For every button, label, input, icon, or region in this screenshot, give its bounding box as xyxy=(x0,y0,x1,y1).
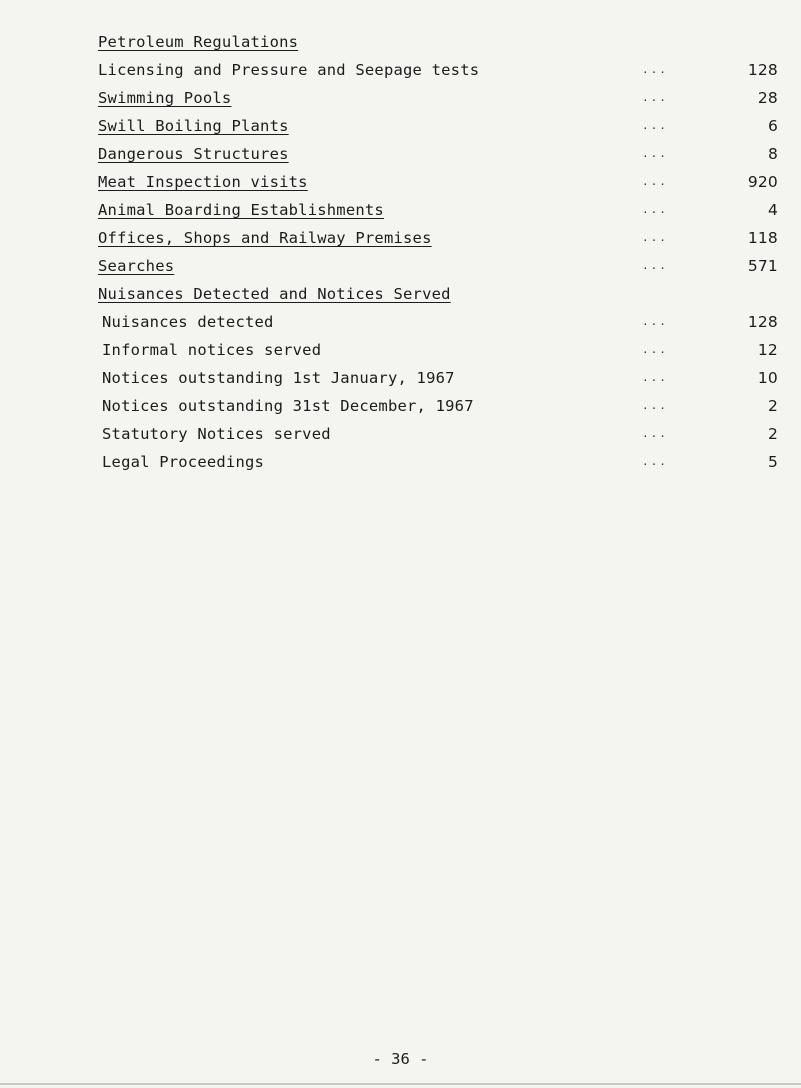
row-value: 2 xyxy=(767,425,778,443)
table-row xyxy=(98,117,778,139)
row-label: Animal Boarding Establishments xyxy=(98,201,384,219)
page-number: - 36 - xyxy=(372,1050,429,1068)
table-row xyxy=(98,173,778,195)
table-row xyxy=(98,453,778,475)
table-row xyxy=(98,341,778,363)
leader-dots: ... xyxy=(642,203,668,216)
row-value: 28 xyxy=(757,89,778,107)
row-value: 10 xyxy=(757,369,778,387)
leader-dots: ... xyxy=(642,63,668,76)
row-label: Searches xyxy=(98,257,175,275)
row-value: 2 xyxy=(767,397,778,415)
row-label: Meat Inspection visits xyxy=(98,173,308,191)
section-heading: Petroleum Regulations xyxy=(98,33,299,51)
row-value: 571 xyxy=(747,257,778,275)
leader-dots: ... xyxy=(642,231,668,244)
row-label: Statutory Notices served xyxy=(102,425,331,443)
table-row xyxy=(98,145,778,167)
row-label: Dangerous Structures xyxy=(98,145,289,163)
leader-dots: ... xyxy=(642,427,668,440)
row-label: Nuisances detected xyxy=(102,313,274,331)
leader-dots: ... xyxy=(642,315,668,328)
leader-dots: ... xyxy=(642,91,668,104)
row-label: Swill Boiling Plants xyxy=(98,117,289,135)
table-row xyxy=(98,425,778,447)
table-row xyxy=(98,89,778,111)
row-label: Licensing and Pressure and Seepage tests xyxy=(98,61,480,79)
row-value: 118 xyxy=(747,229,778,247)
leader-dots: ... xyxy=(642,455,668,468)
row-value: 8 xyxy=(767,145,778,163)
leader-dots: ... xyxy=(642,147,668,160)
table-row xyxy=(98,61,778,83)
leader-dots: ... xyxy=(642,371,668,384)
row-label: Notices outstanding 1st January, 1967 xyxy=(102,369,455,387)
table-row xyxy=(98,313,778,335)
row-label: Notices outstanding 31st December, 1967 xyxy=(102,397,474,415)
page-edge-divider xyxy=(0,1083,801,1085)
table-row xyxy=(98,369,778,391)
row-label: Swimming Pools xyxy=(98,89,232,107)
table-row xyxy=(98,397,778,419)
row-label: Legal Proceedings xyxy=(102,453,265,471)
row-value: 4 xyxy=(767,201,778,219)
row-value: 128 xyxy=(747,313,778,331)
row-label: Offices, Shops and Railway Premises xyxy=(98,229,432,247)
leader-dots: ... xyxy=(642,259,668,272)
subsection-label: Nuisances Detected and Notices Served xyxy=(98,285,451,303)
table-row xyxy=(98,201,778,223)
leader-dots: ... xyxy=(642,119,668,132)
leader-dots: ... xyxy=(642,175,668,188)
leader-dots: ... xyxy=(642,343,668,356)
table-row xyxy=(98,229,778,251)
row-value: 5 xyxy=(767,453,778,471)
table-row xyxy=(98,257,778,279)
row-value: 6 xyxy=(767,117,778,135)
row-value: 128 xyxy=(747,61,778,79)
row-label: Informal notices served xyxy=(102,341,322,359)
row-value: 920 xyxy=(747,173,778,191)
leader-dots: ... xyxy=(642,399,668,412)
row-value: 12 xyxy=(757,341,778,359)
subsection-heading xyxy=(98,285,778,307)
